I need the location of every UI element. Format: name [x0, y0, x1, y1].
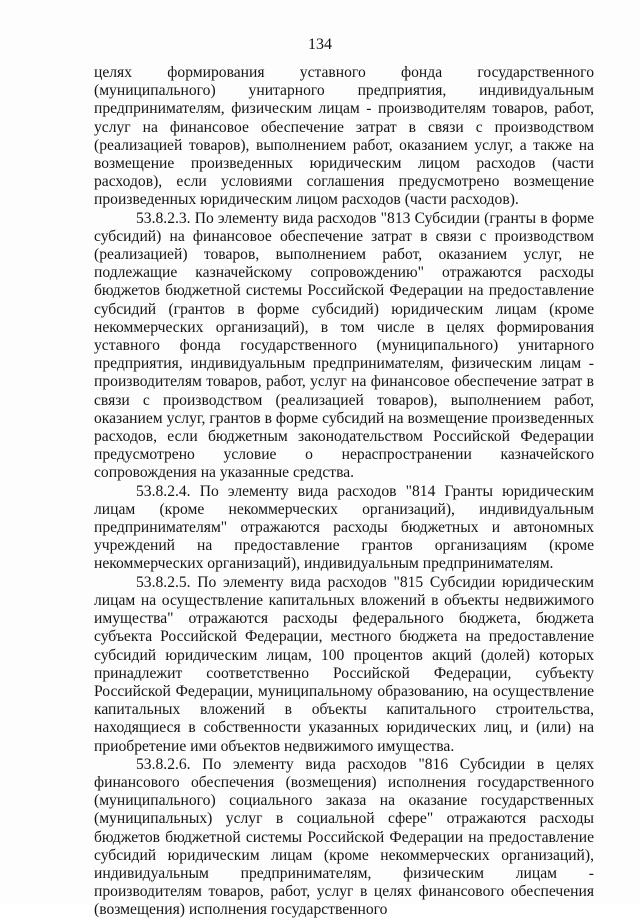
- paragraph-53-8-2-6: 53.8.2.6. По элементу вида расходов "816 Субсидии в целях финансового обеспечения (возмещения) исполнения государственного (муниципального) социального заказа на оказание государственных (муниципальных) услуг в социальной сфере" отражаются расходы бюджетов бюджетной системы Российской Федерации на предоставление субсидий юридическим лицам (кроме некоммерческих организаций), индивидуальным предпринимателям, физическим лицам - производителям товаров, работ, услуг в целях финансового обеспечения (возмещения) исполнения государственного: [94, 755, 594, 919]
- paragraph-53-8-2-4: 53.8.2.4. По элементу вида расходов "814 Гранты юридическим лицам (кроме некоммерческих организаций), индивидуальным предпринимателям" отражаются расходы бюджетных и автономных учреждений на предоставление грантов организациям (кроме некоммерческих организаций), индивидуальным предпринимателям.: [94, 482, 594, 573]
- paragraph-continuation: целях формирования уставного фонда государственного (муниципального) унитарного предприятия, индивидуальным предпринимателям, физическим лицам - производителям товаров, работ, услуг на финансовое обеспечение затрат в связи с производством (реализацией товаров), выполнением работ, оказанием услуг, а также на возмещение произведенных юридическим лицом расходов (части расходов), если условиями соглашения предусмотрено возмещение произведенных юридическим лицом расходов (части расходов).: [94, 64, 594, 209]
- page-number: 134: [308, 36, 332, 53]
- paragraph-53-8-2-3: 53.8.2.3. По элементу вида расходов "813 Субсидии (гранты в форме субсидий) на финансовое обеспечение затрат в связи с производством (реализацией) товаров, выполнением работ, оказанием услуг, не подлежащие казначейскому сопровождению" отражаются расходы бюджетов бюджетной системы Российской Федерации на предоставление субсидий (грантов в форме субсидий) юридическим лицам (кроме некоммерческих организаций), в том числе в целях формирования уставного фонда государственного (муниципального) унитарного предприятия, индивидуальным предпринимателям, физическим лицам - производителям товаров, работ, услуг на финансовое обеспечение затрат в связи с производством (реализацией товаров), выполнением работ, оказанием услуг, грантов в форме субсидий на возмещение произведенных расходов, если бюджетным законодательством Российской Федерации предусмотрено условие о нераспространении казначейского сопровождения на указанные средства.: [94, 209, 594, 482]
- body-text: [94, 64, 594, 920]
- paragraph-53-8-2-5: 53.8.2.5. По элементу вида расходов "815 Субсидии юридическим лицам на осуществление капитальных вложений в объекты недвижимого имущества" отражаются расходы федерального бюджета, бюджета субъекта Российской Федерации, местного бюджета на предоставление субсидий юридическим лицам, 100 процентов акций (долей) которых принадлежит соответственно Российской Федерации, субъекту Российской Федерации, муниципальному образованию, на осуществление капитальных вложений в объекты капитального строительства, находящиеся в собственности указанных юридических лиц, и (или) на приобретение ими объектов недвижимого имущества.: [94, 573, 594, 755]
